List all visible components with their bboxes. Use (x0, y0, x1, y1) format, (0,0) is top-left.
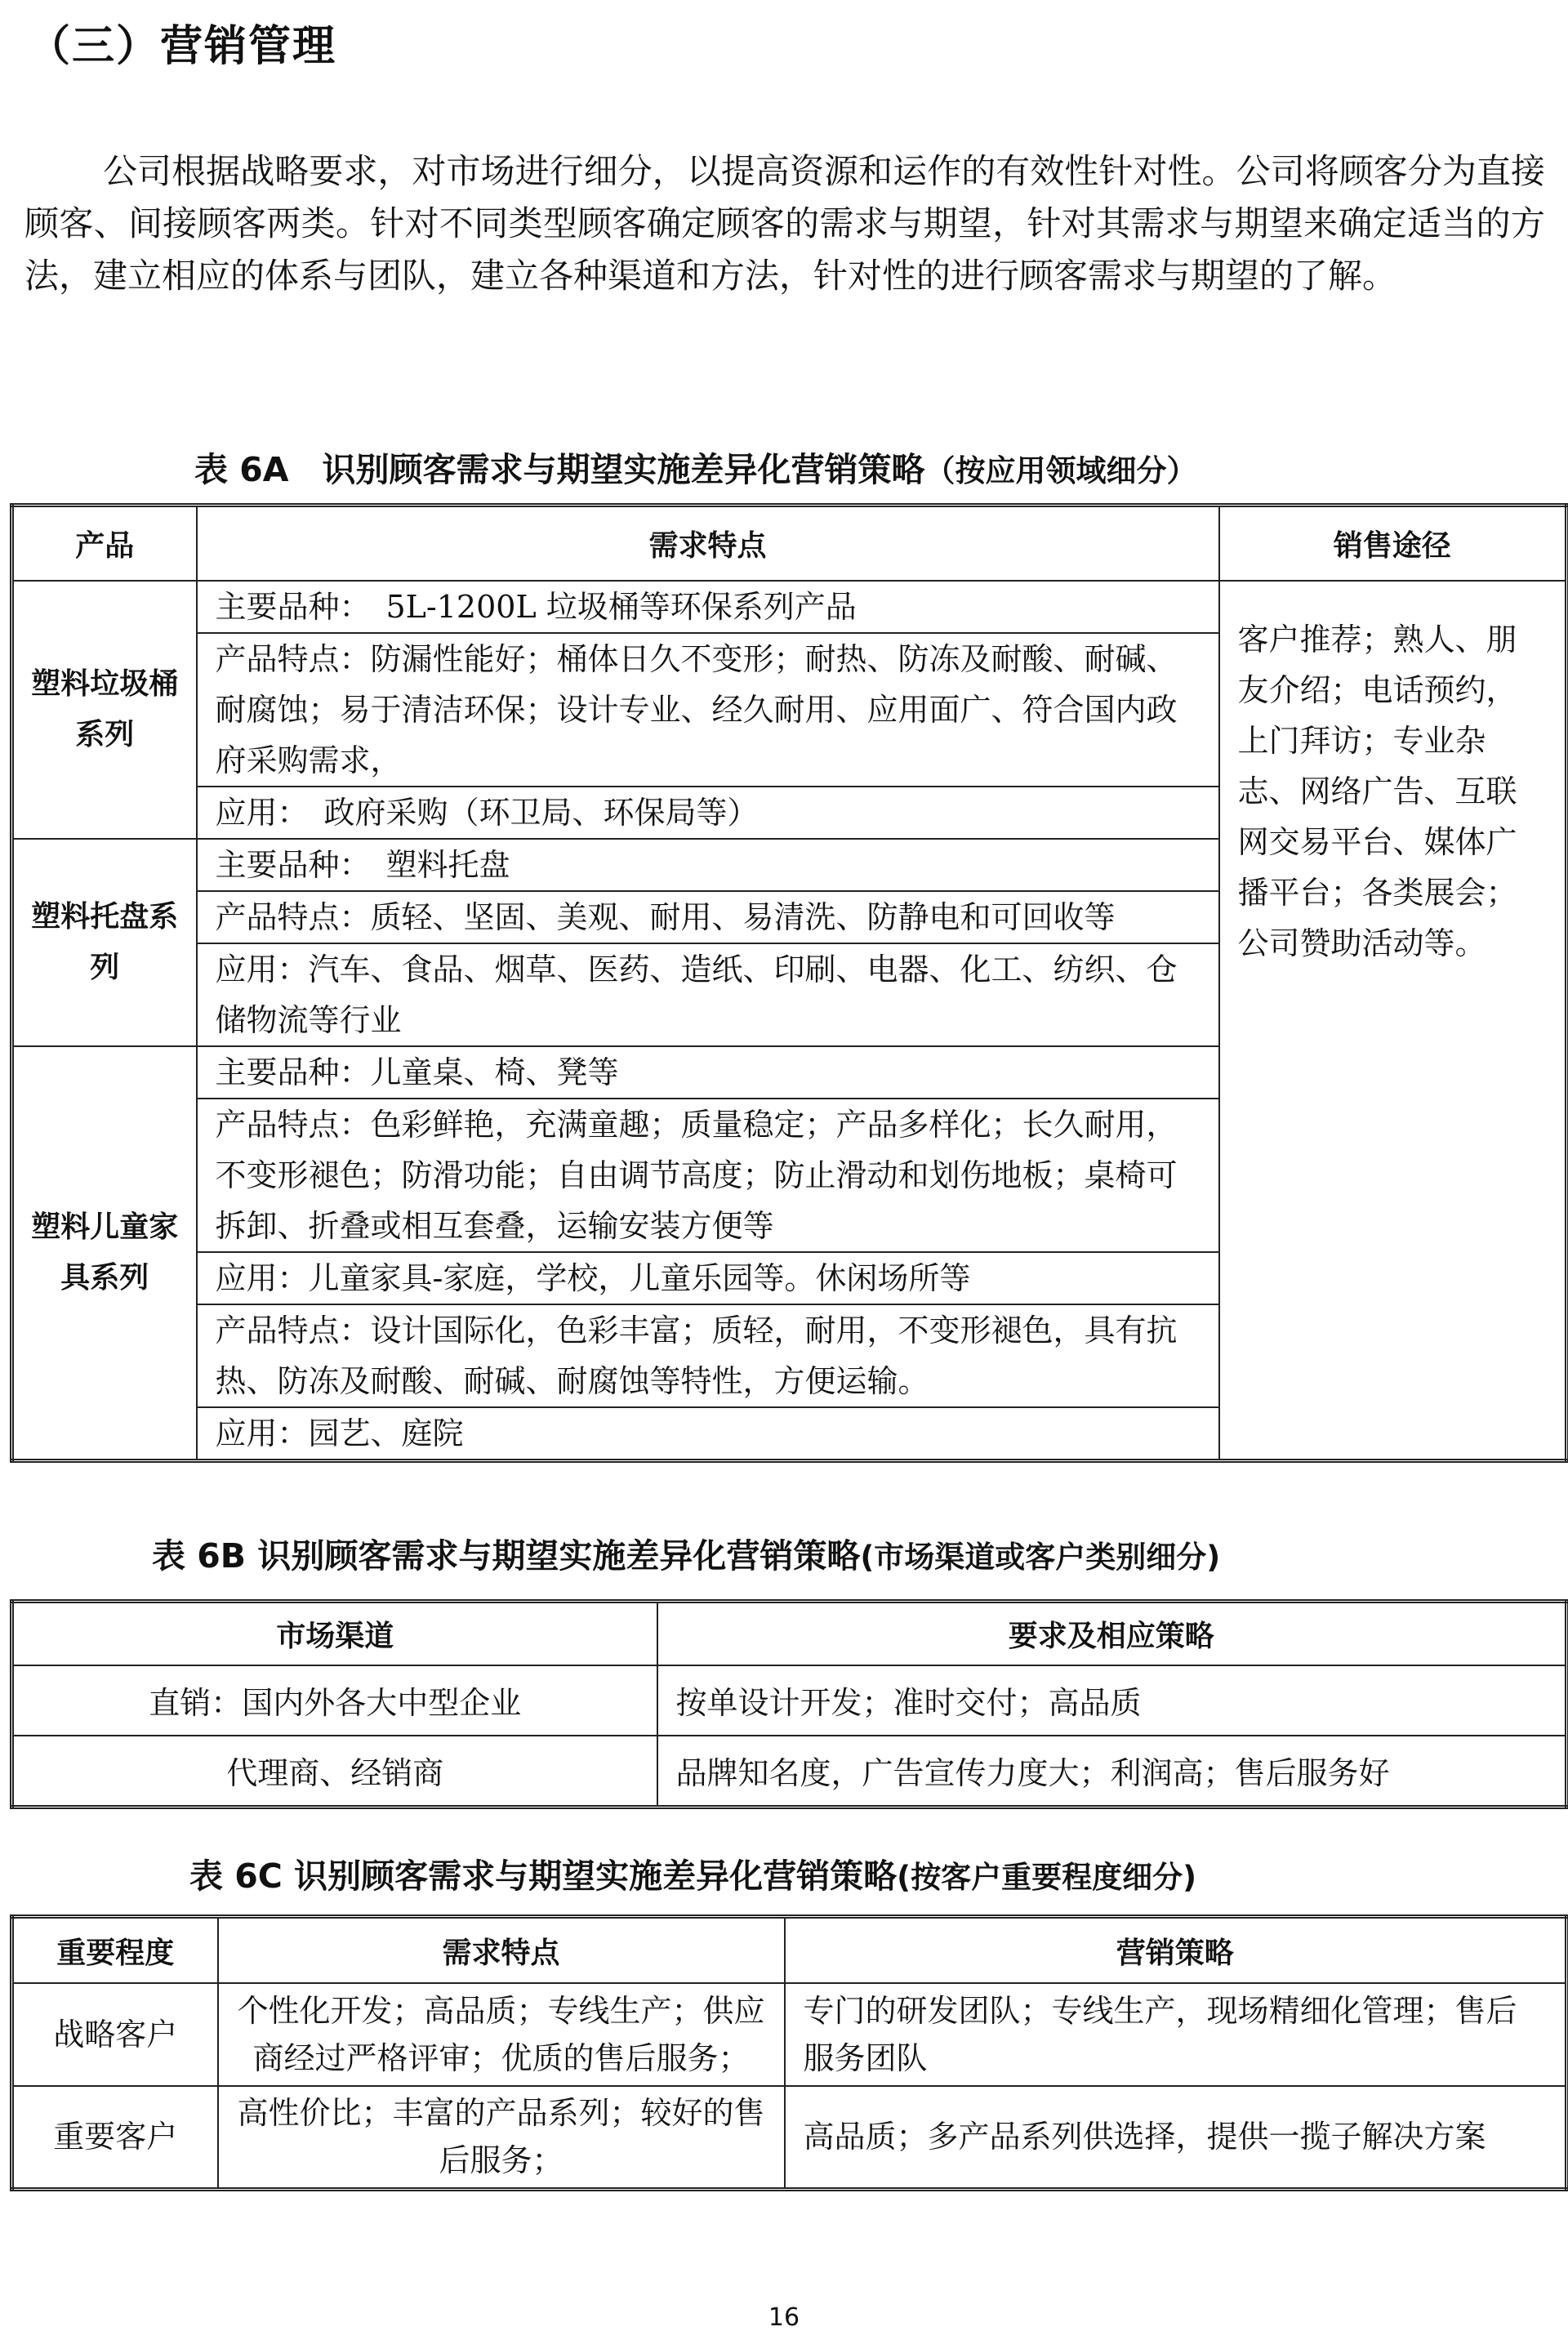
needs-cell: 个性化开发；高品质；专线生产；供应商经过严格评审；优质的售后服务； (218, 1983, 785, 2086)
table-6a (10, 503, 1568, 1463)
table-6c-header-importance: 重要程度 (12, 1917, 218, 1984)
table-6c-header-marketing: 营销策略 (785, 1917, 1567, 1984)
table-6a-caption (194, 443, 1197, 491)
feature-cell: 产品特点：质轻、坚固、美观、耐用、易清洗、防静电和可回收等 (197, 891, 1219, 943)
sales-channel-cell: 客户推荐；熟人、朋友介绍；电话预约，上门拜访；专业杂志、网络广告、互联网交易平台、媒体广播平台；各类展会；公司赞助活动等。 (1219, 581, 1567, 1461)
table-row (12, 1983, 1567, 2086)
table-6c-caption (189, 1849, 1196, 1897)
feature-cell: 应用： 政府采购（环卫局、环保局等） (197, 787, 1219, 839)
section-title: （三）营销管理 (28, 22, 337, 71)
feature-cell: 产品特点：防漏性能好；桶体日久不变形；耐热、防冻及耐酸、耐碱、耐腐蚀；易于清洁环保；设计专业、经久耐用、应用面广、符合国内政府采购需求， (197, 633, 1219, 787)
strategy-cell: 品牌知名度，广告宣传力度大；利润高；售后服务好 (657, 1736, 1567, 1807)
table-6a-header-features: 需求特点 (197, 506, 1219, 581)
table-row (12, 1736, 1567, 1807)
feature-cell: 应用：儿童家具-家庭，学校，儿童乐园等。休闲场所等 (197, 1252, 1219, 1304)
table-6c-caption-main: 表 6C 识别顾客需求与期望实施差异化营销策略 (189, 1856, 898, 1896)
feature-cell: 主要品种： 5L-1200L 垃圾桶等环保系列产品 (197, 581, 1219, 633)
table-row (12, 2086, 1567, 2189)
feature-cell: 产品特点：色彩鲜艳，充满童趣；质量稳定；产品多样化；长久耐用，不变形褪色；防滑功能；自由调节高度；防止滑动和划伤地板；桌椅可拆卸、折叠或相互套叠，运输安装方便等 (197, 1099, 1219, 1252)
table-6a-caption-main: 表 6A 识别顾客需求与期望实施差异化营销策略 (194, 450, 925, 489)
product-name: 塑料垃圾桶系列 (12, 581, 197, 839)
table-6b-caption (152, 1529, 1220, 1577)
market-channel-cell: 直销：国内外各大中型企业 (12, 1665, 657, 1736)
feature-cell: 应用：园艺、庭院 (197, 1407, 1219, 1461)
table-row (12, 581, 1567, 633)
needs-cell: 高性价比；丰富的产品系列；较好的售后服务； (218, 2086, 785, 2189)
table-6a-caption-suffix: （按应用领域细分） (924, 453, 1197, 488)
table-6b (10, 1599, 1568, 1809)
intro-paragraph: 公司根据战略要求，对市场进行细分，以提高资源和运作的有效性针对性。公司将顾客分为直接顾客、间接顾客两类。针对不同类型顾客确定顾客的需求与期望，针对其需求与期望来确定适当的方法，建立相应的体系与团队，建立各种渠道和方法，针对性的进行顾客需求与期望的了解。 (24, 151, 1545, 296)
table-6b-header-channel: 市场渠道 (12, 1602, 657, 1665)
table-6b-header-row (12, 1602, 1567, 1665)
table-6b-caption-main: 表 6B 识别顾客需求与期望实施差异化营销策略 (152, 1536, 861, 1576)
feature-cell: 主要品种： 塑料托盘 (197, 839, 1219, 891)
market-channel-cell: 代理商、经销商 (12, 1736, 657, 1807)
marketing-cell: 高品质；多产品系列供选择，提供一揽子解决方案 (785, 2086, 1567, 2189)
table-6c-header-row (12, 1917, 1567, 1984)
table-6b-caption-suffix: (市场渠道或客户类别细分) (860, 1540, 1221, 1575)
importance-cell: 战略客户 (12, 1983, 218, 2086)
strategy-cell: 按单设计开发；准时交付；高品质 (657, 1665, 1567, 1736)
table-6a-header-product: 产品 (12, 506, 197, 581)
importance-cell: 重要客户 (12, 2086, 218, 2189)
product-name: 塑料托盘系列 (12, 839, 197, 1046)
page-number: 16 (768, 2303, 800, 2332)
table-6b-header-strategy: 要求及相应策略 (657, 1602, 1567, 1665)
table-6c-caption-suffix: (按客户重要程度细分) (897, 1860, 1196, 1895)
table-6a-header-row (12, 506, 1567, 581)
marketing-cell: 专门的研发团队；专线生产，现场精细化管理；售后服务团队 (785, 1983, 1567, 2086)
table-6c (10, 1914, 1568, 2191)
table-row (12, 1665, 1567, 1736)
table-6a-header-channel: 销售途径 (1219, 506, 1567, 581)
feature-cell: 主要品种：儿童桌、椅、凳等 (197, 1046, 1219, 1099)
table-6c-header-needs: 需求特点 (218, 1917, 785, 1984)
product-name: 塑料儿童家具系列 (12, 1046, 197, 1461)
feature-cell: 应用：汽车、食品、烟草、医药、造纸、印刷、电器、化工、纺织、仓储物流等行业 (197, 943, 1219, 1046)
feature-cell: 产品特点：设计国际化，色彩丰富；质轻，耐用，不变形褪色，具有抗热、防冻及耐酸、耐碱、耐腐蚀等特性，方便运输。 (197, 1304, 1219, 1407)
